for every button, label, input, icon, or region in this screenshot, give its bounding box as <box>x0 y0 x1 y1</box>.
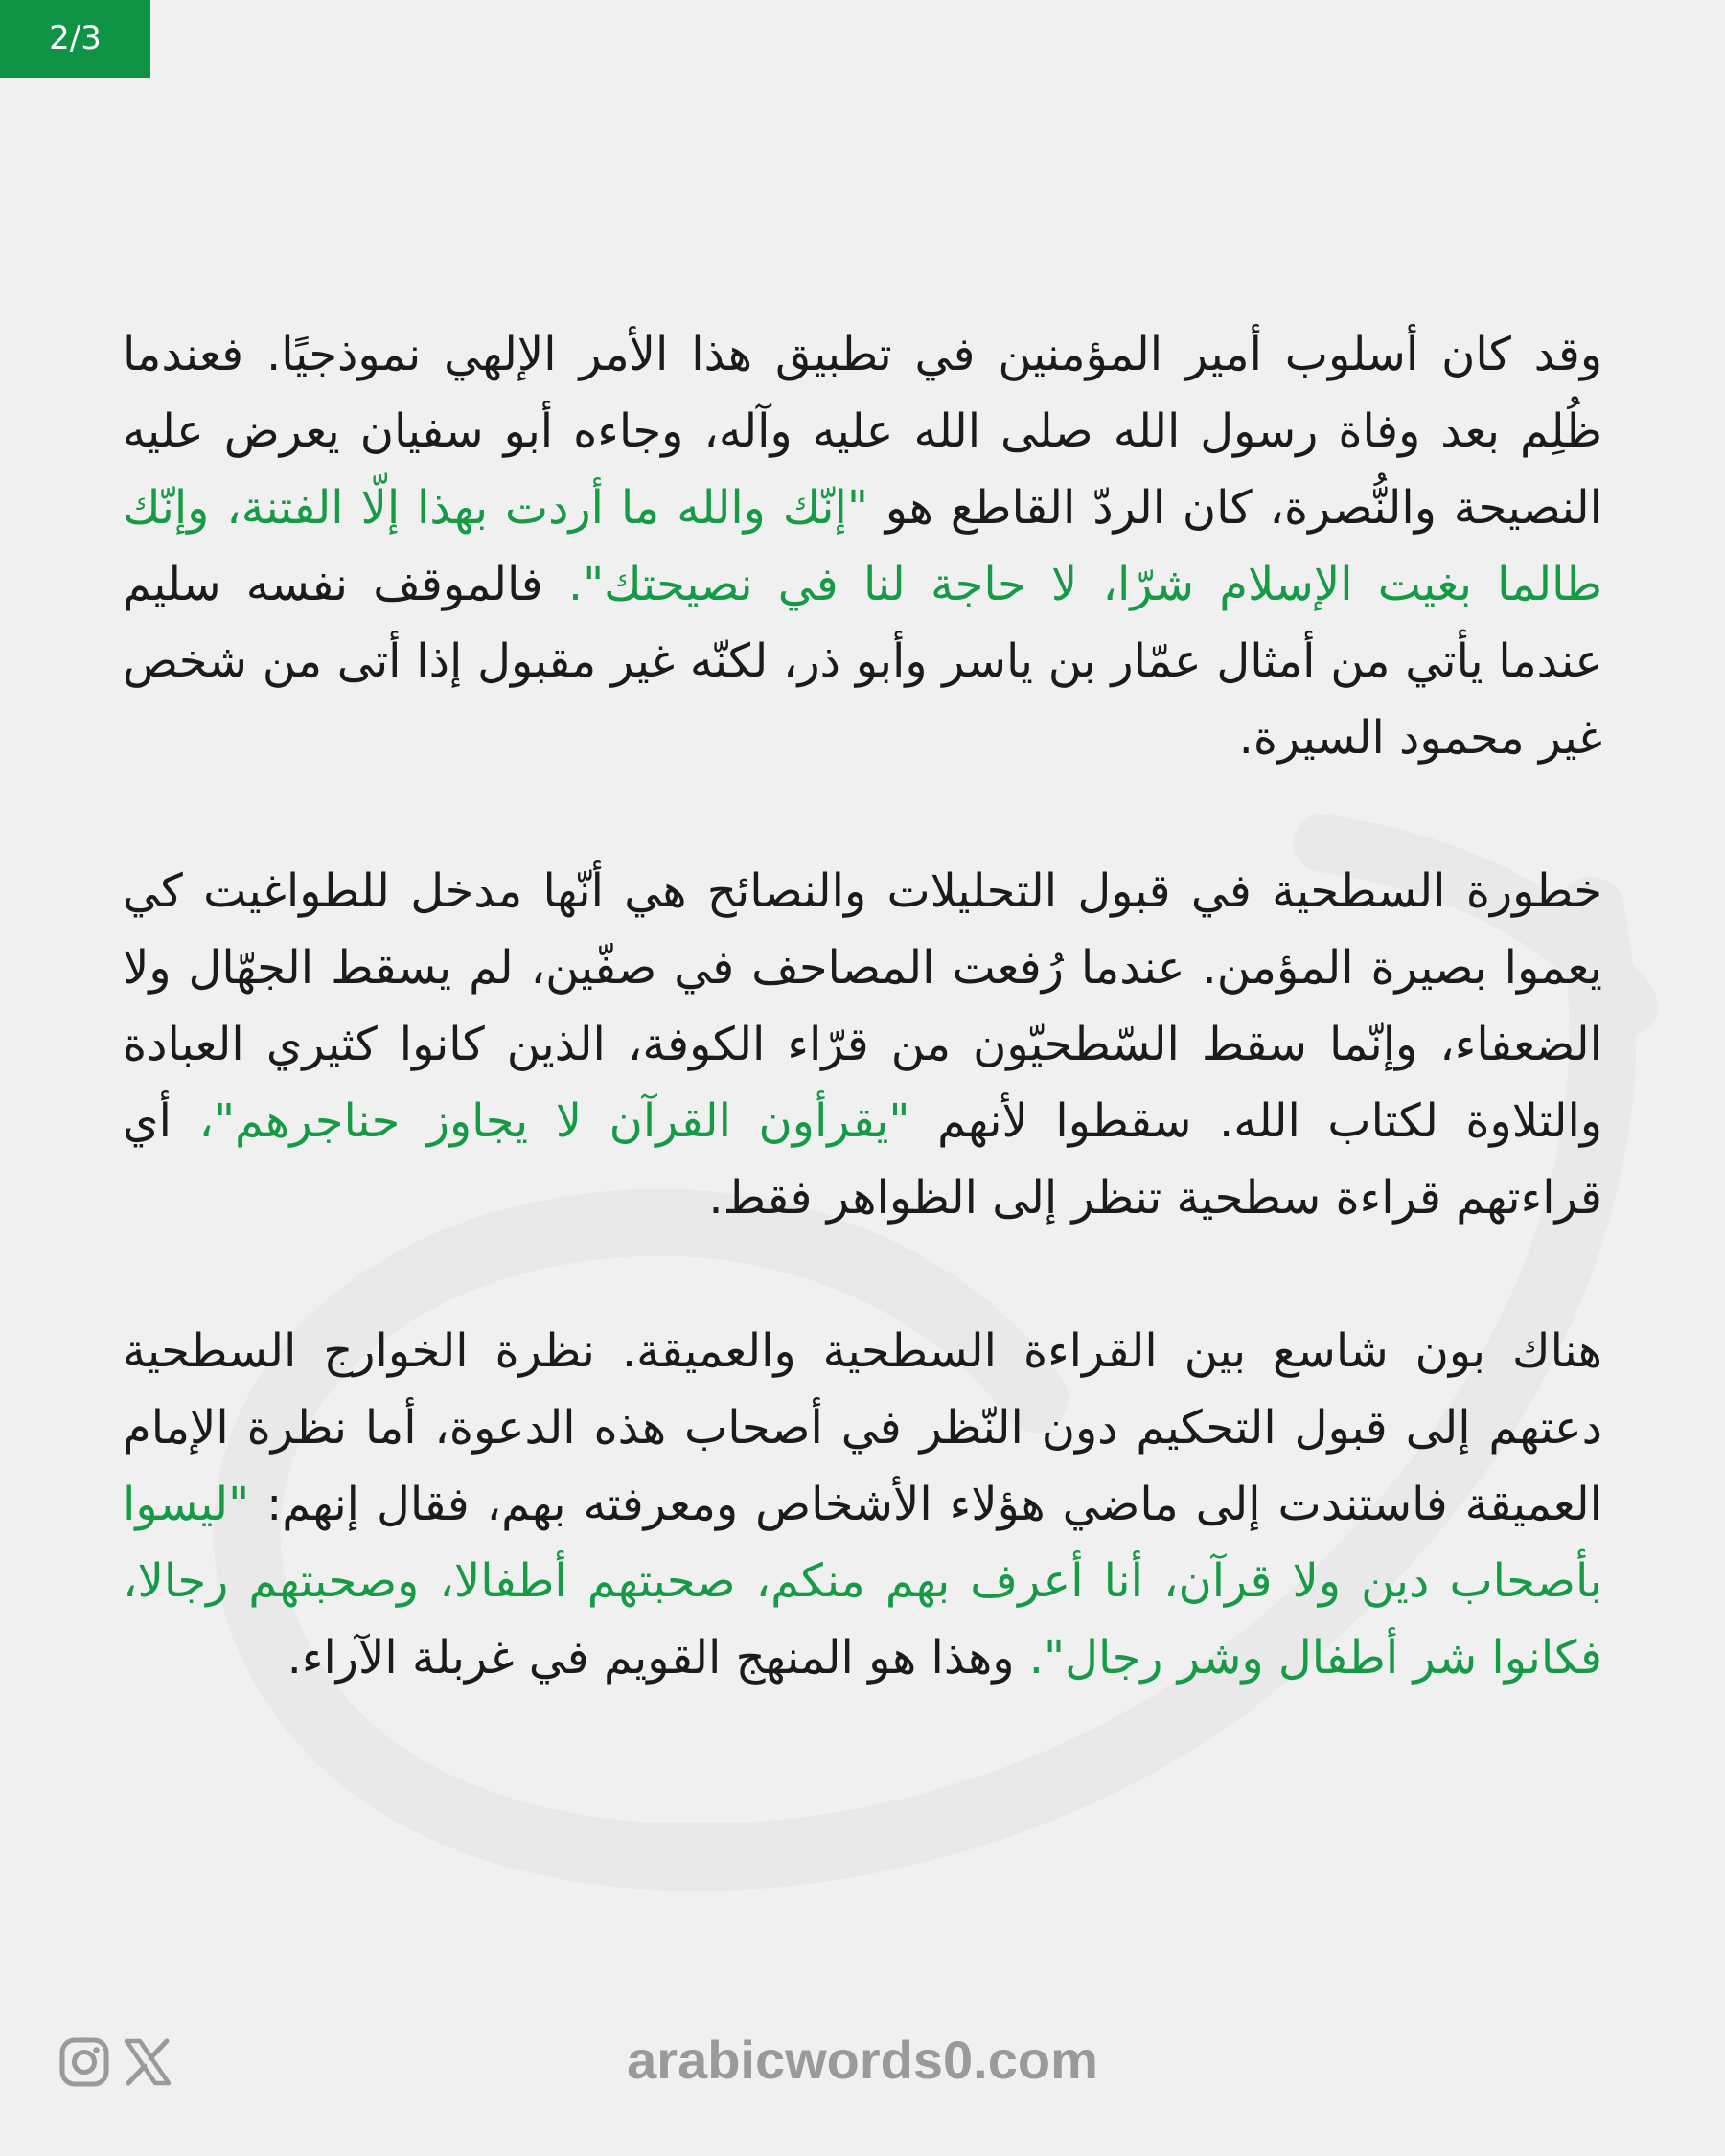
paragraph-2-text-2: أي قراءتهم قراءة سطحية تنظر إلى الظواهر فقط. <box>123 1094 1602 1225</box>
page-indicator: 2/3 <box>0 0 150 78</box>
paragraph-3 <box>123 1313 1602 1696</box>
paragraph-2 <box>123 853 1602 1236</box>
website-link[interactable]: arabicwords0.com <box>627 2030 1098 2090</box>
paragraph-3-text-1: هناك بون شاسع بين القراءة السطحية والعميقة. نظرة الخوارج السطحية دعتهم إلى قبول التحكيم دون النّظر في أصحاب هذه الدعوة، أما نظرة الإمام العميقة فاستندت إلى ماضي هؤلاء الأشخاص ومعرفته بهم، فقال إنهم: <box>123 1324 1602 1531</box>
paragraph-2-quote: "يقرأون القرآن لا يجاوز حناجرهم"، <box>198 1094 910 1148</box>
paragraph-2-text-1: خطورة السطحية في قبول التحليلات والنصائح هي أنّها مدخل للطواغيت كي يعموا بصيرة المؤمن. عندما رُفعت المصاحف في صفّين، لم يسقط الجهّال ولا الضعفاء، وإنّما سقط السّطحيّون من قرّاء الكوفة، الذين كانوا كثيري العبادة والتلاوة لكتاب الله. سقطوا لأنهم <box>123 864 1603 1148</box>
paragraph-3-quote: "ليسوا بأصحاب دين ولا قرآن، أنا أعرف بهم منكم، صحبتهم أطفالا، وصحبتهم رجالا، فكانوا شر أطفال وشر رجال". <box>123 1478 1602 1685</box>
footer <box>0 2012 1725 2108</box>
x-icon[interactable] <box>123 2037 172 2087</box>
paragraph-1-text-2: فالموقف نفسه سليم عندما يأتي من أمثال عمّار بن ياسر وأبو ذر، لكنّه غير مقبول إذا أتى من شخص غير محمود السيرة. <box>123 558 1602 765</box>
paragraph-3-text-2: وهذا هو المنهج القويم في غربلة الآراء. <box>287 1631 1029 1685</box>
paragraph-1-text-1: وقد كان أسلوب أمير المؤمنين في تطبيق هذا الأمر الإلهي نموذجيًا. فعندما ظُلِم بعد وفاة رسول الله صلى الله عليه وآله، وجاءه أبو سفيان يعرض عليه النصيحة والنُّصرة، كان الردّ القاطع هو <box>123 328 1603 535</box>
article-body <box>123 316 1602 1773</box>
instagram-icon[interactable] <box>59 2037 109 2087</box>
paragraph-1 <box>123 316 1602 776</box>
paragraph-1-quote: "إنّك والله ما أردت بهذا إلّا الفتنة، وإنّك طالما بغيت الإسلام شرّا، لا حاجة لنا في نصيحتك". <box>123 481 1602 611</box>
